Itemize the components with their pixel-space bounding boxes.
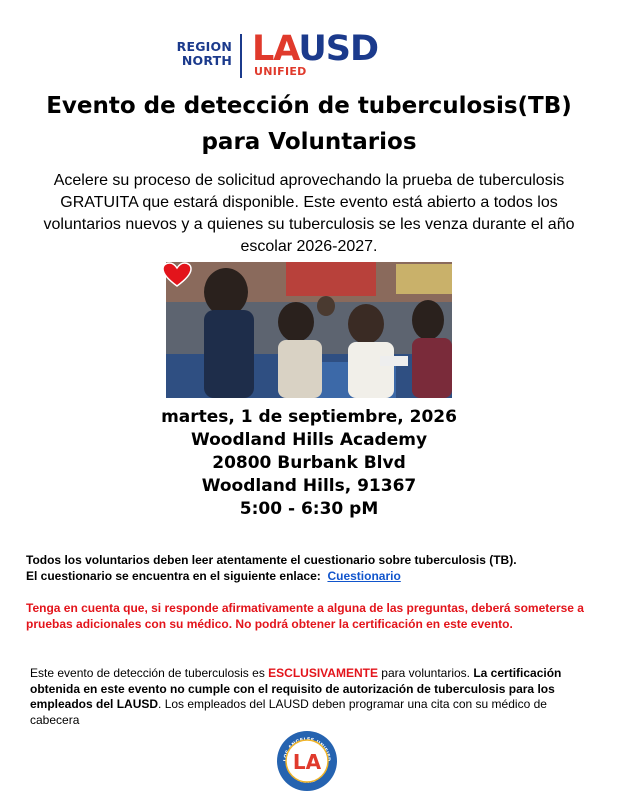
volunteers-photo [166,262,452,398]
event-time: 5:00 - 6:30 pM [239,499,379,519]
event-street: 20800 Burbank Blvd [212,453,406,473]
page-title: Evento de detección de tuberculosis(TB) para Voluntarios [46,93,572,155]
region-north-label: REGION NORTH [176,39,232,68]
warning-notice: Tenga en cuenta que, si responde afirmativamente a alguna de las preguntas, deberá someterse a pruebas adicionales con su médico. No podrá obtener la certificación en este evento. [26,601,584,631]
questionnaire-notice: Todos los voluntarios deben leer atentamente el cuestionario sobre tuberculosis (TB). El cuestionario se encuentra en el siguiente enlace: Cuestionario [26,553,517,583]
questionnaire-link[interactable]: Cuestionario [327,568,401,583]
heart-icon [162,262,192,288]
volunteers-photo-illustration [166,262,452,398]
intro-paragraph: Acelere su proceso de solicitud aprovechando la prueba de tuberculosis GRATUITA que estará disponible. Este evento está abierto a todos los voluntarios nuevos y a quienes su tuberculosis se les venza durante el año escolar 2026-2027. [43,172,575,255]
event-details [0,406,618,521]
event-city: Woodland Hills, 91367 [201,476,417,496]
event-venue: Woodland Hills Academy [190,430,428,450]
eligibility-notice: Este evento de detección de tuberculosis es ESCLUSIVAMENTE para voluntarios. La certificación obtenida en este evento no cumple con el requisito de autorización de tuberculosis para los empleados del LAUSD. Los empleados del LAUSD deben programar una cita con su médico de cabecera [30,666,562,727]
event-date: martes, 1 de septiembre, 2026 [161,407,457,427]
logo-divider [240,34,242,78]
svg-text:LOS ANGELES UNIFIED: LOS ANGELES UNIFIED [282,736,332,762]
lausd-seal-logo [276,730,338,792]
header-logo: REGION NORTH LAUSD UNIFIED [0,30,618,82]
svg-text:LA: LA [292,750,322,774]
svg-text:READY FOR THE WORLD: READY FOR THE WORLD [287,765,327,785]
